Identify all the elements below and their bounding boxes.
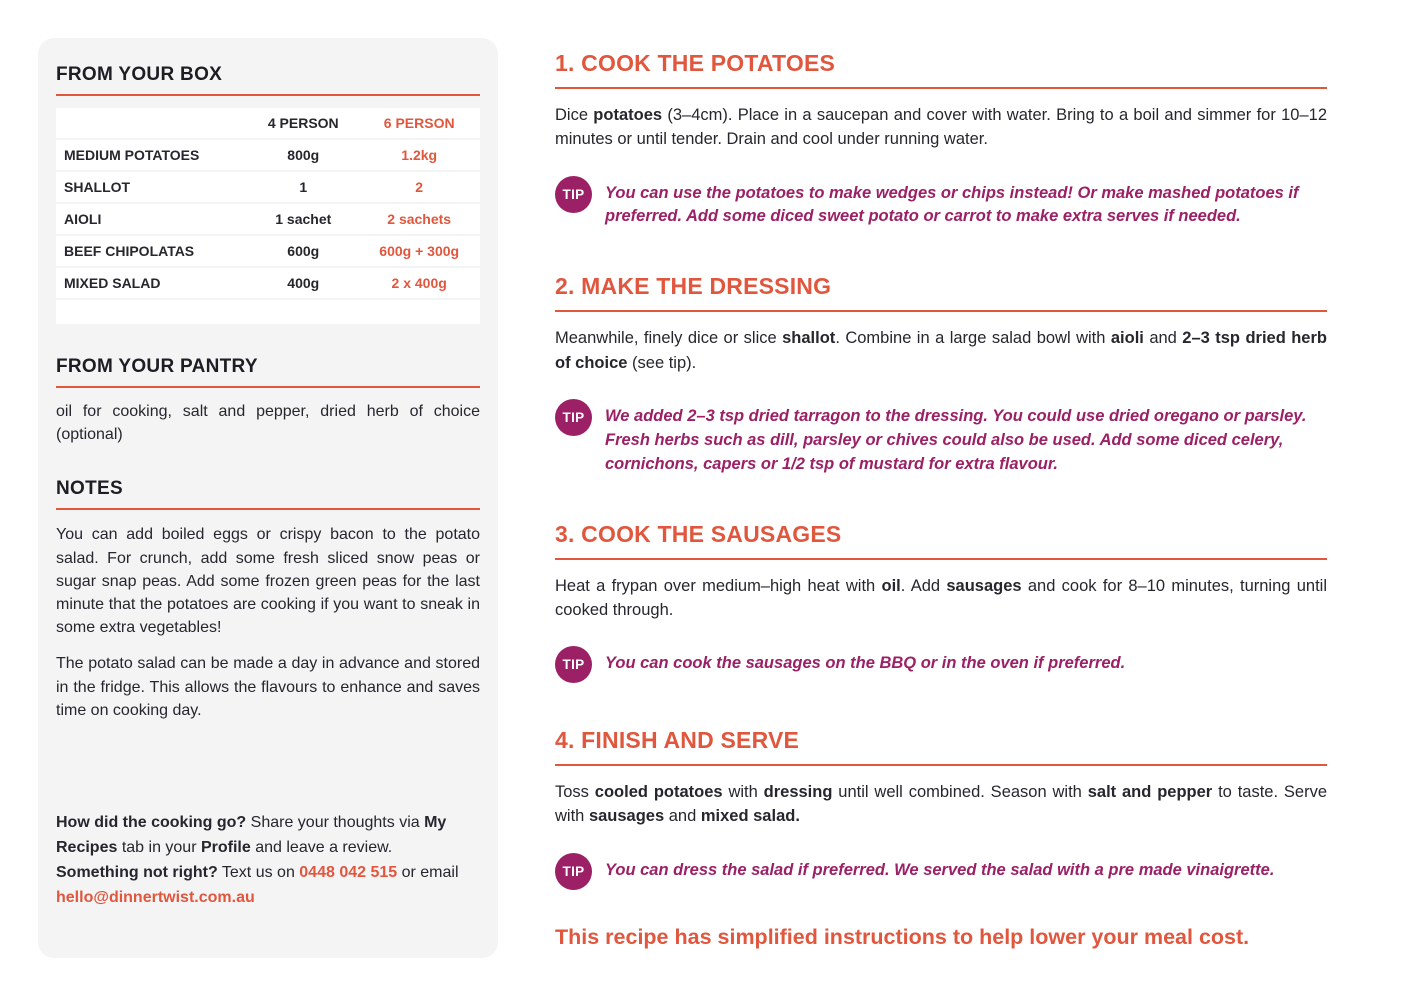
table-header-row bbox=[56, 108, 480, 138]
tip-row bbox=[555, 399, 1327, 477]
ingredient-name-cell: MEDIUM POTATOES bbox=[64, 147, 200, 163]
ingredient-name-cell: MIXED SALAD bbox=[64, 275, 161, 291]
text-segment: . Add bbox=[900, 576, 947, 595]
text-segment: salt and pepper bbox=[1087, 783, 1213, 802]
text-segment: until well combined. Season with bbox=[832, 783, 1088, 802]
instructions-column bbox=[555, 50, 1327, 934]
tip-text: You can cook the sausages on the BBQ or in the oven if preferred. bbox=[605, 654, 1126, 673]
feedback-footer bbox=[56, 810, 480, 910]
qty-4-person-cell: 600g bbox=[287, 243, 320, 259]
step-title: 3. COOK THE SAUSAGES bbox=[555, 521, 1327, 560]
ingredients-panel bbox=[38, 38, 498, 958]
tip-row bbox=[555, 176, 1327, 230]
text-segment: shallot bbox=[782, 329, 836, 348]
step-title: 1. COOK THE POTATOES bbox=[555, 50, 1327, 89]
table-row bbox=[56, 204, 480, 234]
text-segment: dressing bbox=[763, 783, 833, 802]
text-segment: Profile bbox=[200, 839, 251, 857]
step-section-2 bbox=[555, 273, 1327, 476]
step-title: 4. FINISH AND SERVE bbox=[555, 727, 1327, 766]
notes-paragraph: You can add boiled eggs or crispy bacon to the potato salad. For crunch, add some fresh sliced snow peas or sugar snap peas. Add some frozen green peas for the last minute that the potatoes are cooking if you want to sneak in some extra vegetables! bbox=[56, 526, 480, 637]
tip-badge: TIP bbox=[555, 646, 592, 683]
text-segment: How did the cooking go? bbox=[56, 814, 247, 831]
qty-6-person-cell: 2 x 400g bbox=[391, 275, 447, 291]
text-segment: Heat a frypan over medium–high heat with bbox=[555, 576, 882, 595]
text-segment: . Combine in a large salad bowl with bbox=[835, 329, 1111, 348]
tip-badge: TIP bbox=[555, 176, 592, 213]
feedback-line bbox=[56, 810, 480, 860]
text-segment: (see tip). bbox=[627, 353, 697, 372]
text-segment: Dice bbox=[555, 106, 594, 124]
text-segment: My Recipes bbox=[56, 814, 447, 857]
qty-6-person-cell: 2 bbox=[415, 179, 424, 195]
notes-title: NOTES bbox=[56, 478, 480, 510]
text-segment: and leave a review. bbox=[250, 839, 393, 857]
phone-link[interactable]: 0448 042 515 bbox=[299, 864, 398, 882]
ingredient-name-cell: BEEF CHIPOLATAS bbox=[64, 243, 195, 259]
text-segment: mixed salad. bbox=[700, 807, 800, 826]
step-section-3 bbox=[555, 521, 1327, 684]
step-body bbox=[555, 574, 1327, 623]
text-segment: Toss bbox=[555, 783, 595, 802]
text-segment: Text us on bbox=[217, 864, 300, 882]
text-segment: tab in your bbox=[117, 839, 201, 857]
qty-4-person-cell: 1 sachet bbox=[275, 211, 332, 227]
tip-text: You can use the potatoes to make wedges or chips instead! Or make mashed potatoes if preferred. Add some diced sweet potato or carrot to make extra serves if needed. bbox=[605, 183, 1299, 226]
text-segment: and cook for 8–10 minutes, turning until cooked through. bbox=[555, 576, 1327, 619]
tip-text: We added 2–3 tsp dried tarragon to the dressing. You could use dried oregano or parsley. Fresh herbs such as dill, parsley or chives could also be used. Add some diced celery, cornichons, capers or 1/2 tsp of mustard for extra flavour. bbox=[605, 406, 1307, 473]
qty-6-person-cell: 600g + 300g bbox=[379, 243, 460, 259]
tip-row bbox=[555, 646, 1327, 683]
text-segment: to taste. Serve with bbox=[555, 783, 1328, 826]
qty-6-person-cell: 2 sachets bbox=[387, 211, 452, 227]
contact-line bbox=[56, 860, 480, 910]
qty-4-person-cell: 1 bbox=[299, 179, 308, 195]
text-segment: potatoes bbox=[593, 106, 663, 124]
ingredient-name-cell: SHALLOT bbox=[64, 179, 131, 195]
tip-badge: TIP bbox=[555, 399, 592, 436]
text-segment: and bbox=[664, 807, 701, 826]
text-segment: cooled potatoes bbox=[594, 783, 723, 802]
text-segment: and bbox=[1143, 329, 1183, 348]
table-spacer-row bbox=[56, 300, 480, 324]
qty-4-person-cell: 400g bbox=[287, 275, 320, 291]
pantry-text: oil for cooking, salt and pepper, dried herb of choice (optional) bbox=[56, 403, 480, 444]
text-segment: sausages bbox=[588, 807, 665, 826]
table-row bbox=[56, 268, 480, 298]
text-segment: Meanwhile, finely dice or slice bbox=[555, 329, 783, 348]
step-body bbox=[555, 103, 1327, 152]
pantry-title: FROM YOUR PANTRY bbox=[56, 356, 480, 388]
ingredients-table bbox=[56, 106, 480, 326]
ingredient-name-cell: AIOLI bbox=[64, 211, 102, 227]
step-section-4 bbox=[555, 727, 1327, 890]
text-segment: aioli bbox=[1110, 329, 1144, 348]
tip-text: You can dress the salad if preferred. We served the salad with a pre made vinaigrette. bbox=[605, 860, 1275, 879]
text-segment: sausages bbox=[946, 576, 1022, 595]
text-segment: Something not right? bbox=[56, 864, 218, 882]
step-title: 2. MAKE THE DRESSING bbox=[555, 273, 1327, 312]
table-row bbox=[56, 236, 480, 266]
table-row bbox=[56, 172, 480, 202]
step-body bbox=[555, 326, 1327, 375]
table-row bbox=[56, 140, 480, 170]
col-6-person: 6 PERSON bbox=[383, 115, 455, 131]
col-4-person: 4 PERSON bbox=[267, 115, 339, 131]
box-title: FROM YOUR BOX bbox=[56, 64, 480, 96]
text-segment: (3–4cm). Place in a saucepan and cover with water. Bring to a boil and simmer for 10–12 minutes or until tender. Drain and cool under running water. bbox=[555, 106, 1327, 149]
qty-6-person-cell: 1.2kg bbox=[401, 147, 438, 163]
notes-paragraph: The potato salad can be made a day in advance and stored in the fridge. This allows the flavours to enhance and saves time on cooking day. bbox=[56, 655, 480, 719]
tip-badge: TIP bbox=[555, 853, 592, 890]
step-section-1 bbox=[555, 50, 1327, 229]
text-segment: oil bbox=[881, 576, 901, 595]
text-segment: with bbox=[722, 783, 764, 802]
text-segment: 2–3 tsp dried herb of choice bbox=[555, 329, 1327, 372]
text-segment: Share your thoughts via bbox=[246, 814, 425, 831]
simplified-note: This recipe has simplified instructions to help lower your meal cost. bbox=[555, 925, 1250, 949]
tip-row bbox=[555, 853, 1327, 890]
email-link[interactable]: hello@dinnertwist.com.au bbox=[56, 889, 255, 907]
step-body bbox=[555, 780, 1327, 829]
qty-4-person-cell: 800g bbox=[287, 147, 320, 163]
ingredient-header-blank bbox=[56, 108, 248, 138]
text-segment: or email bbox=[397, 864, 459, 882]
